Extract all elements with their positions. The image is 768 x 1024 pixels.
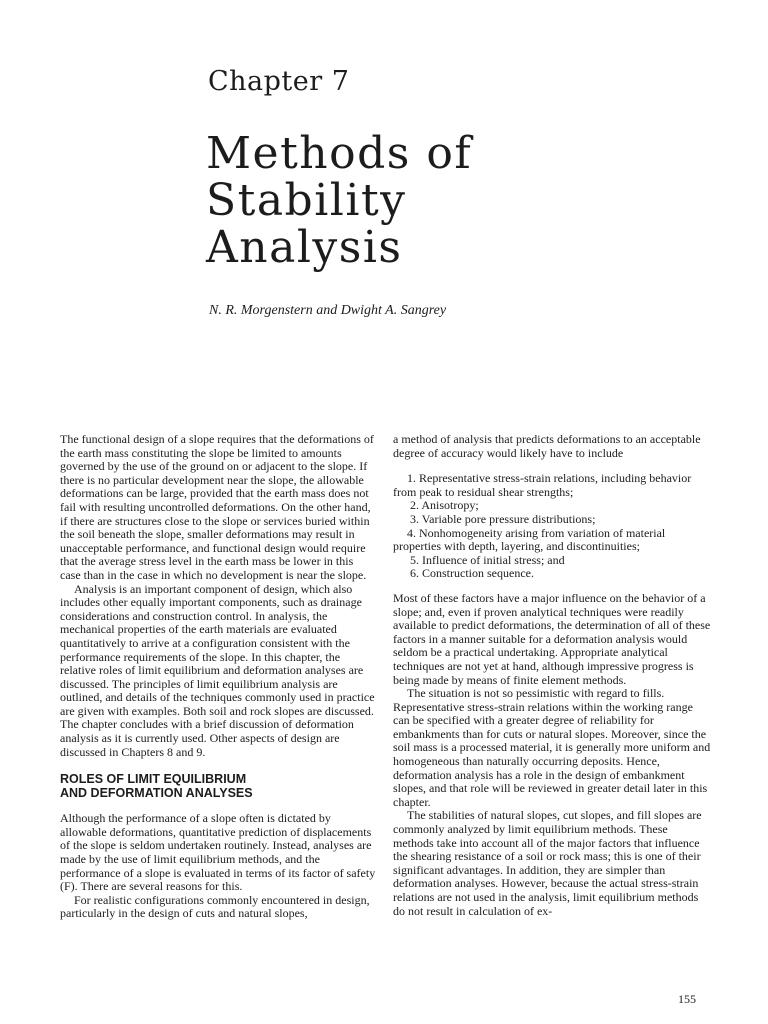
authors: N. R. Morgenstern and Dwight A. Sangrey [209,303,447,318]
title-line-1: Methods of [206,128,473,179]
factor-list [393,472,711,581]
list-item: 4. Nonhomogeneity arising from variation of material properties with depth, layering, and discontinuities; [393,525,666,554]
right-paragraph-2: Most of these factors have a major influence on the behavior of a slope; and, even if proven analytical techniques were readily available to predict deformations, the determination of all of these factors in a manner suitable for a deformation analysis would seldom be a practical undertaking. Appropriate analytical techniques are not yet at hand, although impressive progress is being made by means of finite element methods. [393,590,711,687]
list-item: 6. Construction sequence. [410,566,534,581]
left-paragraph-3: Although the performance of a slope often is dictated by allowable deformations, quantitative prediction of displacements of the slope is seldom undertaken routinely. Instead, analyses are made by the use of limit equilibrium methods, and the performance of a slope is evaluated in terms of its factor of safety (F). There are several reasons for this. [60,811,376,894]
left-paragraph-2: Analysis is an important component of design, which also includes other equally important components, such as drainage considerations and construction control. In analysis, the mechanical properties of the earth materials are evaluated quantitatively to arrive at a configuration consistent with the performance requirements of the slope. In this chapter, the relative roles of limit equilibrium and deformation analyses are discussed. The principles of limit equilibrium analysis are outlined, and details of the techniques commonly used in practice are given with examples. Both soil and rock slopes are discussed. The chapter concludes with a brief discussion of deformation analysis as it is currently used. Other aspects of design are discussed in Chapters 8 and 9. [60,581,375,759]
left-paragraph-4: For realistic configurations commonly encountered in design, particularly in the design of cuts and natural slopes, [60,892,370,921]
title-line-2: Stability [206,175,407,226]
list-item: 1. Representative stress-strain relations, including behavior from peak to residual shear strengths; [393,471,692,499]
title-line-3: Analysis [206,222,403,273]
right-column [393,433,711,918]
list-item: 5. Influence of initial stress; and [410,552,565,567]
section-heading-line-1: ROLES OF LIMIT EQUILIBRIUM [60,772,247,787]
chapter-label: Chapter 7 [208,66,350,97]
right-paragraph-3: The situation is not so pessimistic with regard to fills. Representative stress-strain relations within the working range can be specified with a greater degree of reliability for embankments than for cuts or natural slopes. Moreover, since the soil mass is a processed material, it is generally more uniform and homogeneous than naturally occurring deposits. Hence, deformation analysis has a role in the design of embankment slopes, and that role will be reviewed in greater detail later in this chapter. [393,686,711,809]
list-item: 3. Variable pore pressure distributions; [410,511,596,526]
left-paragraph-1: The functional design of a slope requires that the deformations of the earth mass constituting the slope be limited to amounts governed by the use of the ground on or adjacent to the slope. If there is no particular development near the slope, the allowable deformations can be large, provided that the earth mass does not fail with resulting uncontrolled deformations. On the other hand, if there are structures close to the slope or services buried within the soil beneath the slope, smaller deformations may result in unacceptable performance, and functional design would require that the average stress level in the earth mass be lower in this case than in the case in which no development is near the slope. [60,432,374,582]
right-paragraph-4: The stabilities of natural slopes, cut slopes, and fill slopes are commonly analyzed by limit equilibrium methods. These methods take into account all of the major factors that influence the shearing resistance of a soil or rock mass; this is one of their significant advantages. In addition, they are simpler than deformation analyses. However, because the actual stress-strain relations are not used in the analysis, limit equilibrium methods do not result in calculation of ex- [393,808,702,918]
page-number: 155 [678,992,696,1006]
left-column [60,433,376,921]
right-paragraph-1: a method of analysis that predicts deformations to an acceptable degree of accuracy would likely have to include [393,432,701,460]
list-item: 2. Anisotropy; [410,498,479,513]
chapter-title [206,130,472,271]
section-heading-line-2: AND DEFORMATION ANALYSES [60,786,253,801]
section-heading [60,772,376,800]
